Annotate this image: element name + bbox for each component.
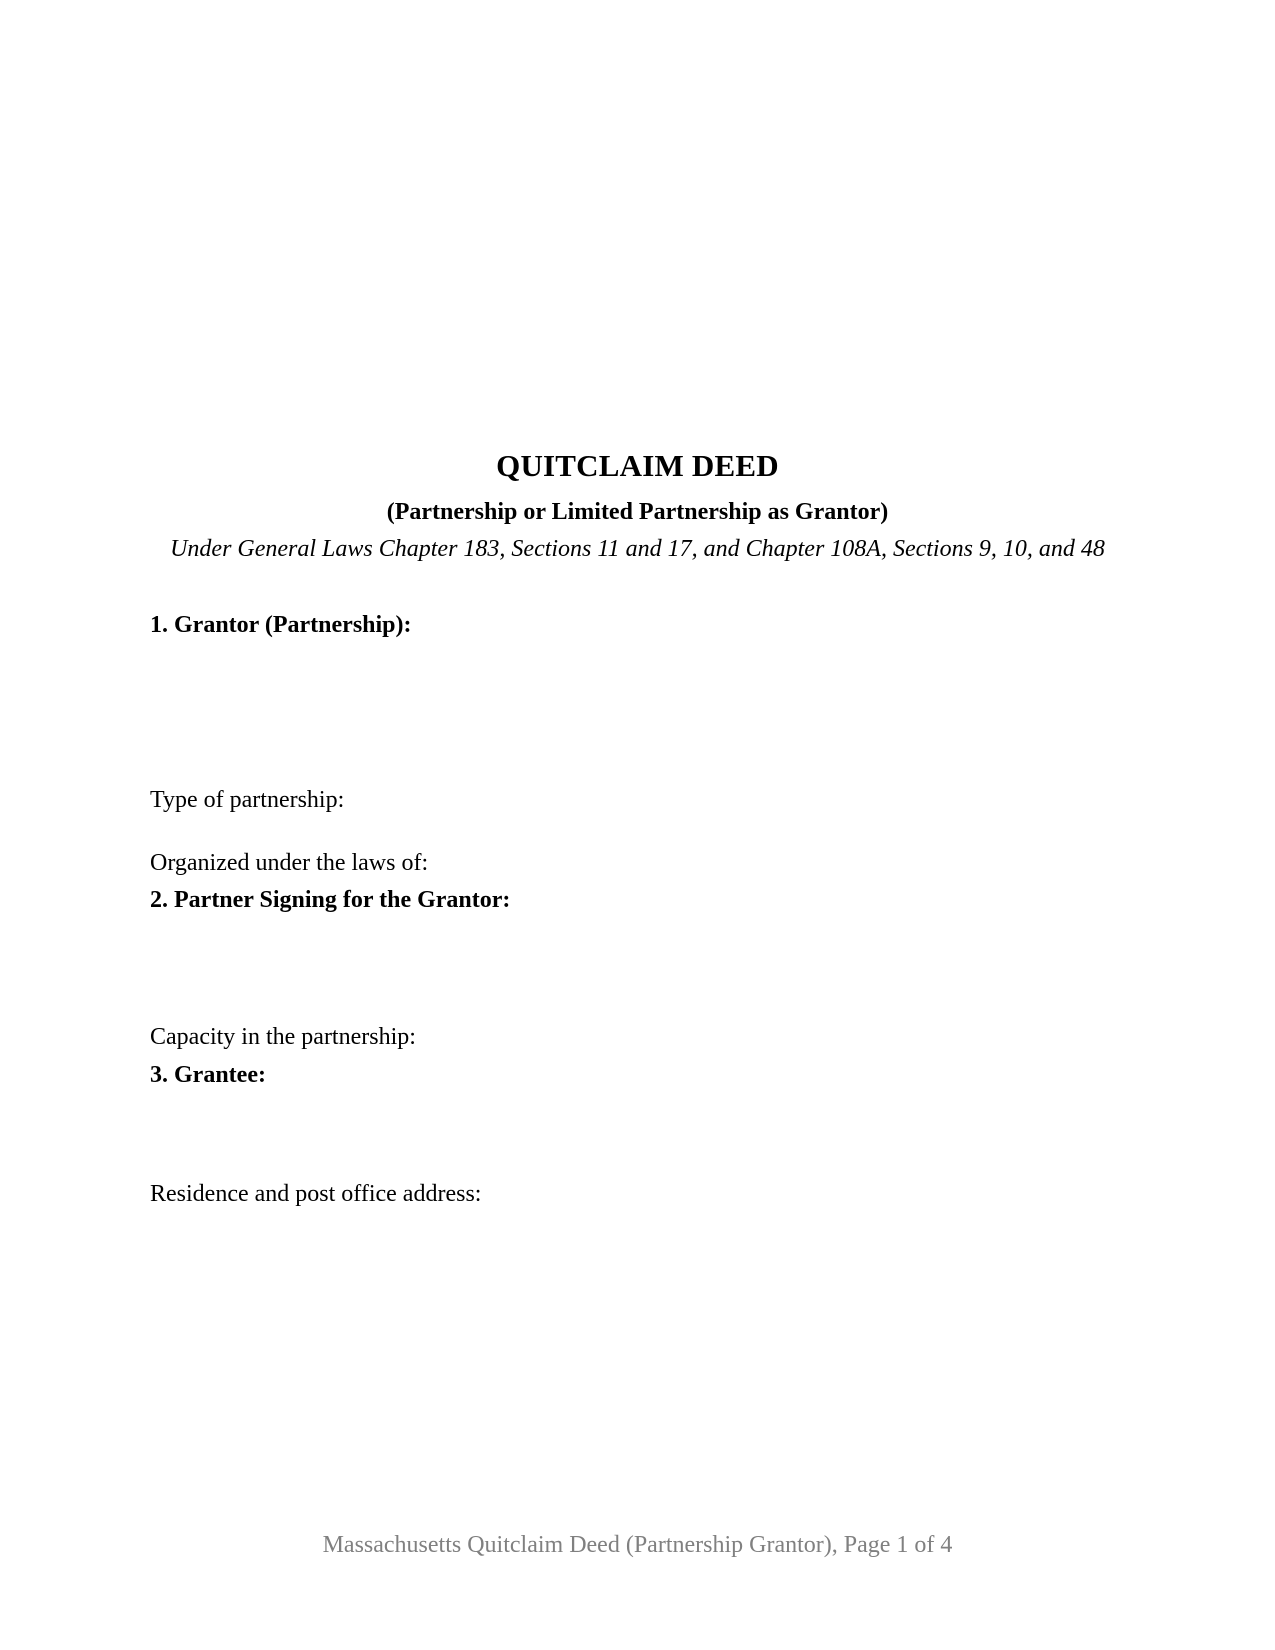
- section-2-heading: 2. Partner Signing for the Grantor:: [150, 887, 511, 913]
- capacity-label: Capacity in the partnership:: [150, 1024, 416, 1050]
- document-subtitle: (Partnership or Limited Partnership as Grantor): [386, 499, 889, 525]
- statute-reference: Under General Laws Chapter 183, Sections 11 and 17, and Chapter 108A, Sections 9, 10, and 48: [170, 536, 1105, 562]
- section-3-heading: 3. Grantee:: [150, 1062, 266, 1088]
- organized-under-label: Organized under the laws of:: [150, 850, 429, 876]
- address-label: Residence and post office address:: [150, 1181, 482, 1207]
- section-1-heading: 1. Grantor (Partnership):: [150, 612, 412, 638]
- partnership-type-label: Type of partnership:: [150, 787, 345, 813]
- document-title: QUITCLAIM DEED: [496, 448, 779, 483]
- page-footer: Massachusetts Quitclaim Deed (Partnership Grantor), Page 1 of 4: [322, 1532, 953, 1558]
